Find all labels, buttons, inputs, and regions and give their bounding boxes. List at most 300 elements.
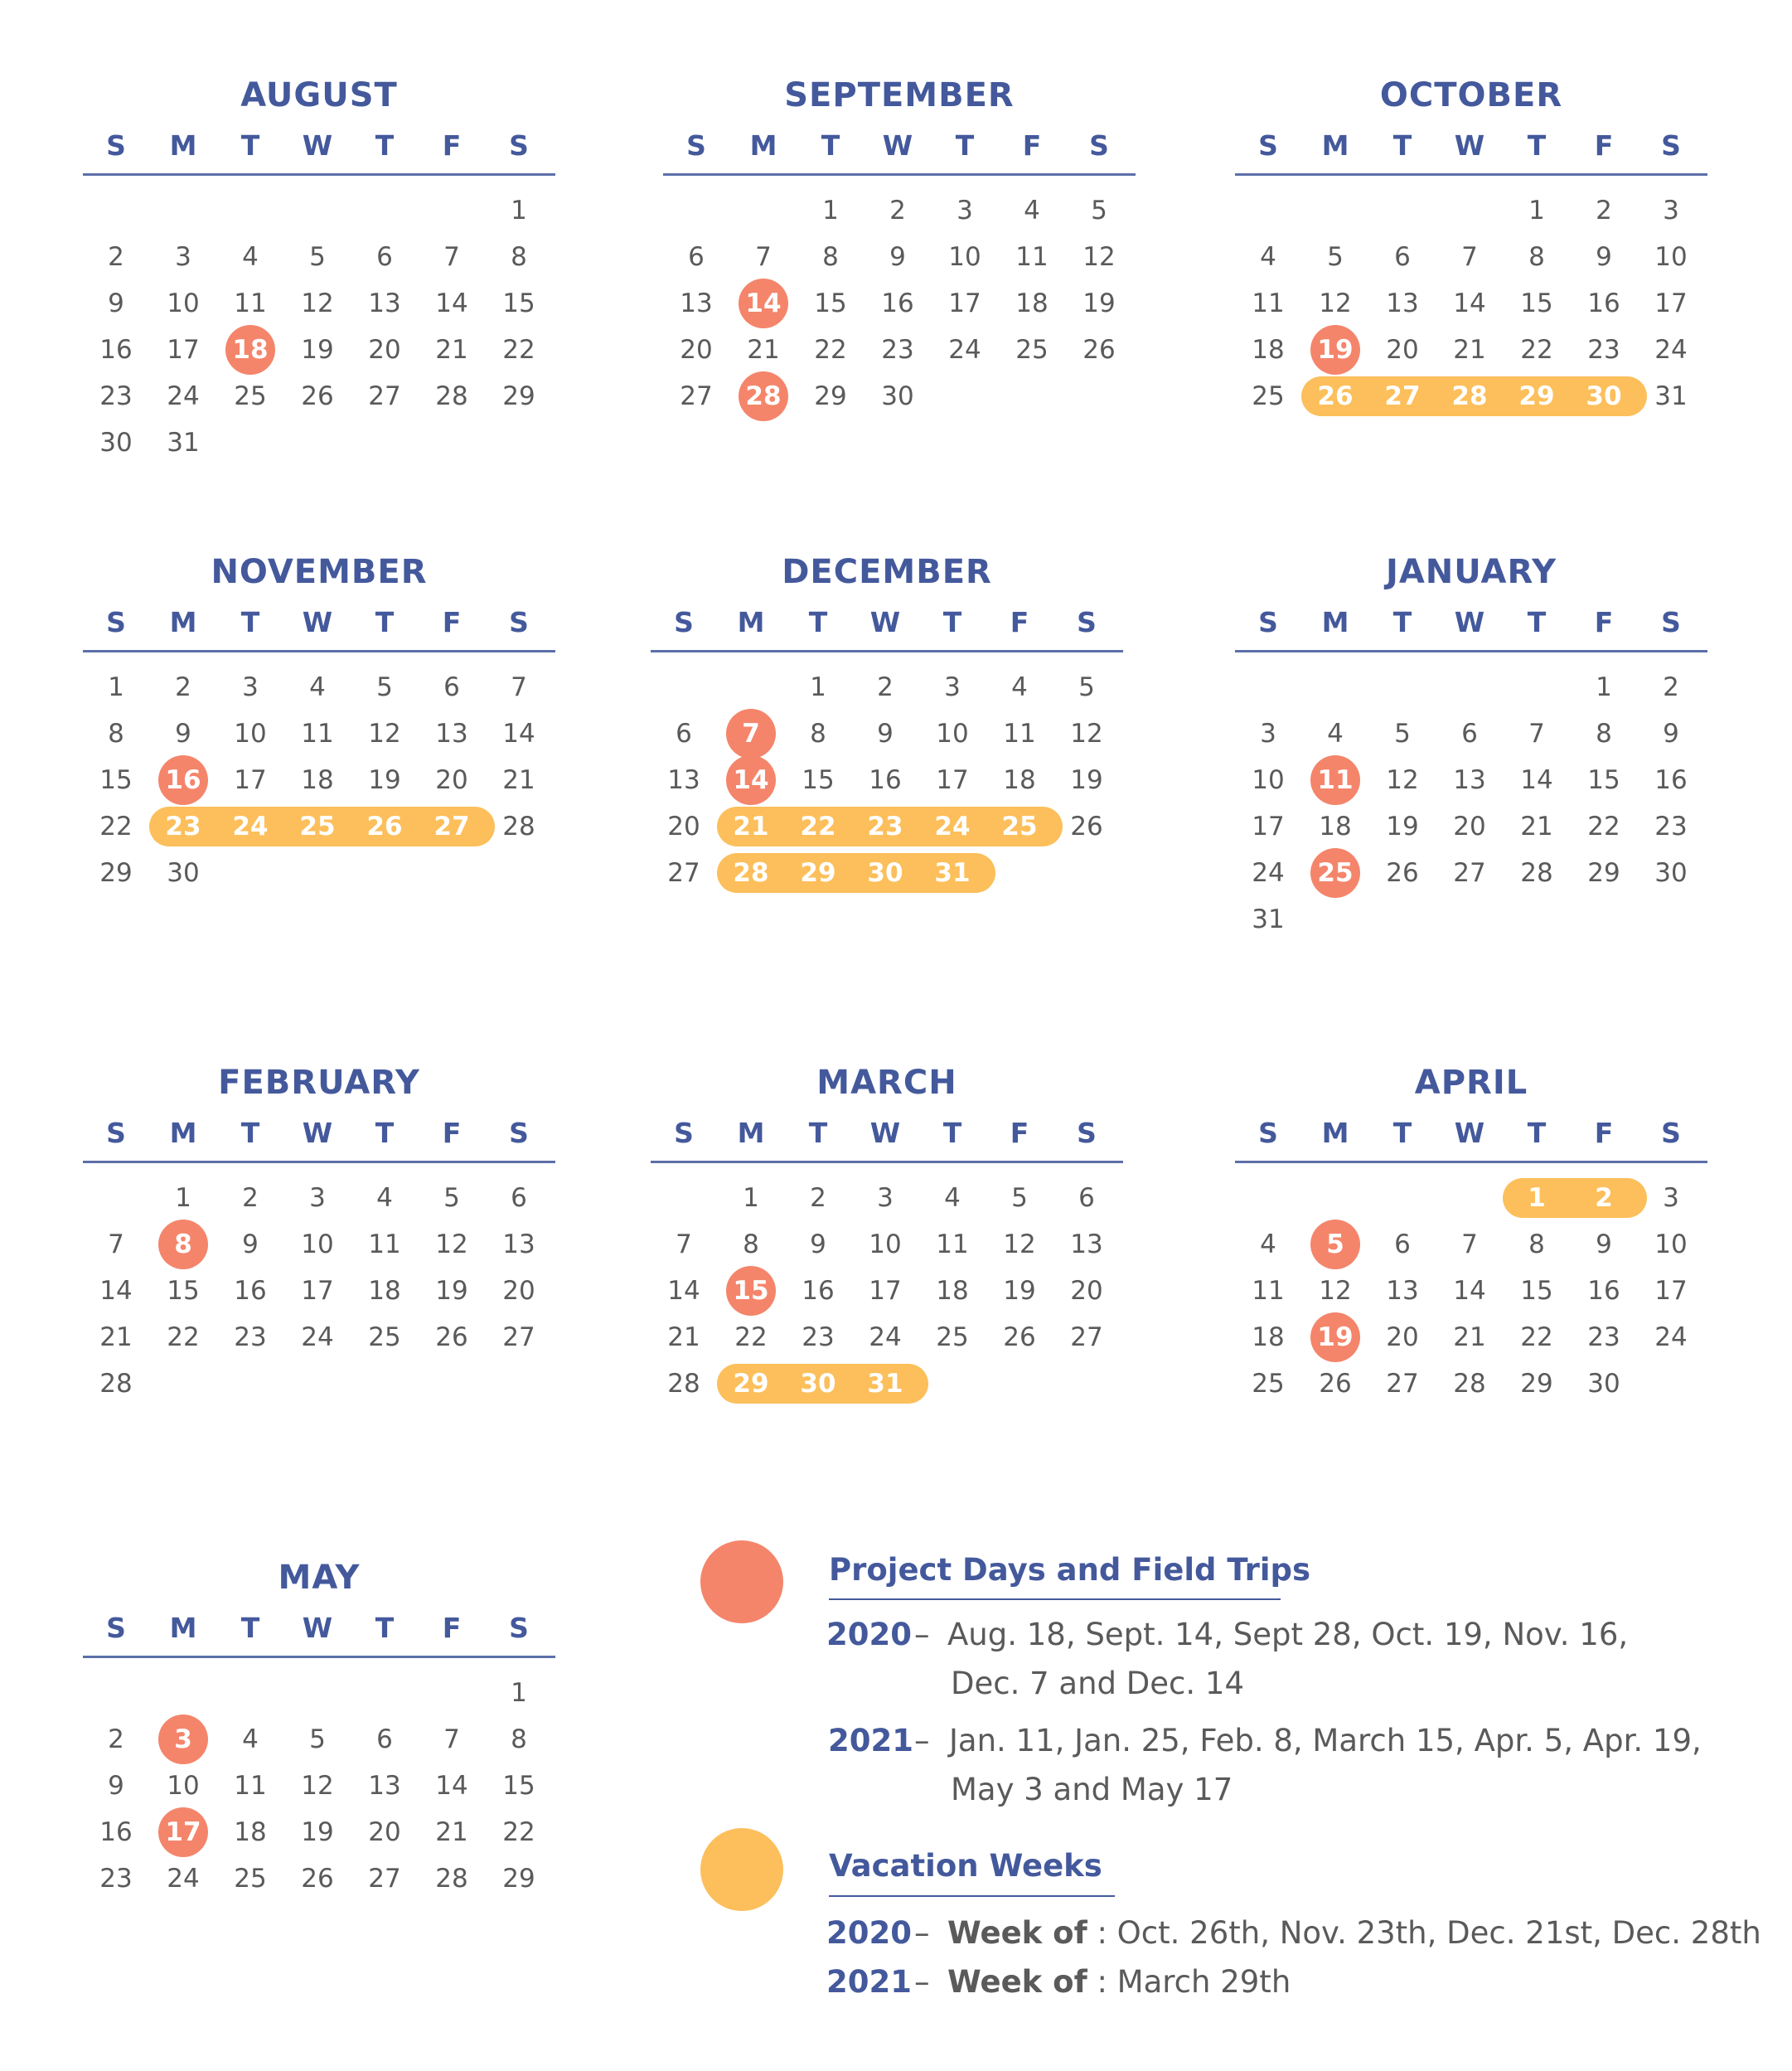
day-cell: 19 bbox=[301, 1817, 334, 1847]
day-cell: 4 bbox=[1024, 196, 1040, 226]
project-dash-2020: – bbox=[914, 1617, 930, 1652]
weekday-header: S bbox=[106, 129, 126, 162]
day-cell: 5 bbox=[1078, 672, 1095, 702]
day-cell: 1 bbox=[511, 1678, 527, 1708]
day-cell: 29 bbox=[1520, 1369, 1553, 1399]
day-cell: 30 bbox=[867, 858, 903, 888]
day-cell: 23 bbox=[802, 1322, 835, 1352]
day-cell: 19 bbox=[1386, 812, 1419, 841]
day-cell: 7 bbox=[1461, 242, 1478, 272]
weekday-header: T bbox=[1527, 129, 1547, 162]
day-cell: 27 bbox=[1070, 1322, 1103, 1352]
day-cell: 3 bbox=[1663, 196, 1679, 226]
day-cell: 25 bbox=[1252, 1369, 1285, 1399]
day-cell: 1 bbox=[822, 196, 839, 226]
weekday-header: T bbox=[1527, 1117, 1547, 1149]
month-calendar-december bbox=[651, 553, 1123, 984]
day-cell: 7 bbox=[742, 719, 760, 749]
week-of-label: Week of bbox=[947, 1964, 1087, 2000]
weekday-header: S bbox=[106, 1612, 126, 1644]
day-cell: 11 bbox=[301, 719, 334, 749]
vacation-weeks-underline bbox=[829, 1895, 1115, 1897]
weekday-header: S bbox=[1661, 1117, 1681, 1149]
vacation-dates-2020 bbox=[947, 1915, 1761, 1951]
day-cell: 5 bbox=[1394, 719, 1411, 749]
day-cell: 18 bbox=[1252, 335, 1285, 365]
day-cell: 25 bbox=[1317, 858, 1354, 888]
day-cell: 11 bbox=[1252, 1276, 1285, 1306]
day-cell: 15 bbox=[802, 765, 835, 795]
day-cell: 30 bbox=[1586, 381, 1622, 411]
vacation-legend-dot bbox=[700, 1828, 783, 1911]
weekday-header: M bbox=[169, 606, 197, 638]
day-cell: 12 bbox=[1386, 765, 1419, 795]
header-divider bbox=[1235, 650, 1707, 652]
day-cell: 11 bbox=[1003, 719, 1036, 749]
weekday-header: S bbox=[674, 606, 694, 638]
header-divider bbox=[651, 1161, 1123, 1163]
month-title: APRIL bbox=[1414, 1064, 1528, 1102]
day-cell: 24 bbox=[934, 812, 971, 841]
day-cell: 1 bbox=[743, 1183, 759, 1213]
day-cell: 5 bbox=[1327, 242, 1344, 272]
header-divider bbox=[663, 173, 1136, 176]
day-cell: 5 bbox=[376, 672, 393, 702]
month-calendar-january bbox=[1235, 553, 1707, 984]
weekday-header: T bbox=[808, 606, 828, 638]
day-cell: 29 bbox=[502, 1864, 535, 1894]
day-cell: 24 bbox=[301, 1322, 334, 1352]
day-cell: 5 bbox=[443, 1183, 460, 1213]
day-cell: 20 bbox=[680, 335, 713, 365]
day-cell: 20 bbox=[368, 1817, 401, 1847]
day-cell: 3 bbox=[175, 242, 191, 272]
day-cell: 17 bbox=[1654, 1276, 1688, 1306]
weekday-header: S bbox=[1077, 606, 1097, 638]
weekday-header: W bbox=[882, 129, 913, 162]
vacation-weeks-heading: Vacation Weeks bbox=[829, 1848, 1102, 1884]
day-cell: 6 bbox=[1461, 719, 1478, 749]
day-cell: 7 bbox=[511, 672, 527, 702]
weekday-header: T bbox=[955, 129, 975, 162]
day-cell: 12 bbox=[1319, 1276, 1352, 1306]
day-cell: 4 bbox=[242, 242, 259, 272]
day-cell: 20 bbox=[667, 812, 700, 841]
day-cell: 16 bbox=[1587, 1276, 1620, 1306]
day-cell: 3 bbox=[877, 1183, 894, 1213]
day-cell: 8 bbox=[1596, 719, 1612, 749]
weekday-header: W bbox=[1454, 1117, 1485, 1149]
weekday-header: M bbox=[169, 1117, 197, 1149]
day-cell: 26 bbox=[1082, 335, 1116, 365]
month-calendar-september bbox=[663, 76, 1136, 507]
day-cell: 2 bbox=[242, 1183, 259, 1213]
day-cell: 2 bbox=[810, 1183, 826, 1213]
project-year-2020: 2020 bbox=[826, 1617, 912, 1652]
day-cell: 2 bbox=[1595, 1183, 1613, 1213]
day-cell: 15 bbox=[1520, 289, 1553, 318]
day-cell: 26 bbox=[366, 812, 403, 841]
day-cell: 4 bbox=[944, 1183, 961, 1213]
weekday-header: S bbox=[106, 606, 126, 638]
day-cell: 12 bbox=[435, 1230, 468, 1259]
day-cell: 10 bbox=[1252, 765, 1285, 795]
day-cell: 18 bbox=[1015, 289, 1049, 318]
day-cell: 6 bbox=[688, 242, 705, 272]
day-cell: 6 bbox=[1394, 242, 1411, 272]
weekday-header: S bbox=[1258, 1117, 1278, 1149]
day-cell: 21 bbox=[747, 335, 780, 365]
day-cell: 20 bbox=[435, 765, 468, 795]
day-cell: 16 bbox=[99, 335, 133, 365]
day-cell: 12 bbox=[301, 289, 334, 318]
day-cell: 2 bbox=[108, 242, 124, 272]
day-cell: 7 bbox=[1528, 719, 1545, 749]
day-cell: 11 bbox=[234, 289, 267, 318]
day-cell: 27 bbox=[368, 1864, 401, 1894]
day-cell: 4 bbox=[309, 672, 326, 702]
day-cell: 10 bbox=[167, 289, 200, 318]
day-cell: 14 bbox=[1520, 765, 1553, 795]
day-cell: 7 bbox=[755, 242, 772, 272]
day-cell: 18 bbox=[368, 1276, 401, 1306]
day-cell: 27 bbox=[1384, 381, 1421, 411]
day-cell: 19 bbox=[368, 765, 401, 795]
day-cell: 16 bbox=[881, 289, 914, 318]
day-cell: 16 bbox=[1587, 289, 1620, 318]
month-title: AUGUST bbox=[240, 76, 398, 114]
day-cell: 8 bbox=[810, 719, 826, 749]
day-cell: 13 bbox=[667, 765, 700, 795]
day-cell: 17 bbox=[167, 335, 200, 365]
day-cell: 25 bbox=[936, 1322, 969, 1352]
day-cell: 9 bbox=[242, 1230, 259, 1259]
day-cell: 23 bbox=[1587, 1322, 1620, 1352]
day-cell: 17 bbox=[234, 765, 267, 795]
day-cell: 6 bbox=[1394, 1230, 1411, 1259]
weekday-header: F bbox=[1594, 129, 1614, 162]
day-cell: 20 bbox=[368, 335, 401, 365]
day-cell: 23 bbox=[99, 381, 133, 411]
day-cell: 14 bbox=[502, 719, 535, 749]
weekday-header: S bbox=[509, 129, 529, 162]
day-cell: 1 bbox=[1528, 1183, 1546, 1213]
day-cell: 21 bbox=[1453, 1322, 1486, 1352]
vacation-dash-2020: – bbox=[914, 1915, 930, 1951]
day-cell: 21 bbox=[435, 335, 468, 365]
day-cell: 18 bbox=[301, 765, 334, 795]
weekday-header: S bbox=[1077, 1117, 1097, 1149]
day-cell: 6 bbox=[376, 242, 393, 272]
day-cell: 8 bbox=[511, 242, 527, 272]
day-cell: 23 bbox=[1587, 335, 1620, 365]
day-cell: 10 bbox=[869, 1230, 902, 1259]
month-calendar-october bbox=[1235, 76, 1707, 507]
day-cell: 26 bbox=[301, 381, 334, 411]
day-cell: 19 bbox=[1070, 765, 1103, 795]
day-cell: 28 bbox=[1451, 381, 1488, 411]
day-cell: 10 bbox=[167, 1771, 200, 1801]
weekday-header: F bbox=[442, 129, 462, 162]
legend bbox=[700, 1540, 1761, 2005]
day-cell: 2 bbox=[889, 196, 906, 226]
day-cell: 24 bbox=[232, 812, 269, 841]
day-cell: 11 bbox=[1317, 765, 1354, 795]
day-cell: 16 bbox=[802, 1276, 835, 1306]
day-cell: 17 bbox=[165, 1817, 201, 1847]
month-title: NOVEMBER bbox=[211, 553, 428, 591]
day-cell: 6 bbox=[443, 672, 460, 702]
day-cell: 15 bbox=[1587, 765, 1620, 795]
day-cell: 12 bbox=[368, 719, 401, 749]
day-cell: 20 bbox=[1070, 1276, 1103, 1306]
day-cell: 31 bbox=[1654, 381, 1688, 411]
weekday-header: F bbox=[442, 1117, 462, 1149]
weekday-header: F bbox=[442, 1612, 462, 1644]
day-cell: 11 bbox=[936, 1230, 969, 1259]
day-cell: 30 bbox=[1587, 1369, 1620, 1399]
day-cell: 18 bbox=[232, 335, 269, 365]
day-cell: 30 bbox=[1654, 858, 1688, 888]
vacation-text-2020: : Oct. 26th, Nov. 23th, Dec. 21st, Dec. 28th bbox=[1087, 1915, 1761, 1951]
day-cell: 9 bbox=[877, 719, 894, 749]
day-cell: 21 bbox=[99, 1322, 133, 1352]
day-cell: 19 bbox=[1003, 1276, 1036, 1306]
project-dates-2021-line1: Jan. 11, Jan. 25, Feb. 8, March 15, Apr. 5, Apr. 19, bbox=[949, 1723, 1702, 1758]
day-cell: 26 bbox=[301, 1864, 334, 1894]
day-cell: 8 bbox=[174, 1230, 192, 1259]
day-cell: 26 bbox=[1317, 381, 1354, 411]
day-cell: 14 bbox=[435, 1771, 468, 1801]
day-cell: 11 bbox=[1252, 289, 1285, 318]
day-cell: 22 bbox=[1587, 812, 1620, 841]
day-cell: 1 bbox=[810, 672, 826, 702]
day-cell: 9 bbox=[810, 1230, 826, 1259]
weekday-header: S bbox=[509, 606, 529, 638]
day-cell: 22 bbox=[1520, 335, 1553, 365]
day-cell: 7 bbox=[108, 1230, 124, 1259]
day-cell: 26 bbox=[435, 1322, 468, 1352]
month-calendar-may bbox=[83, 1559, 555, 1990]
day-cell: 26 bbox=[1319, 1369, 1352, 1399]
weekday-header: F bbox=[1594, 606, 1614, 638]
day-cell: 23 bbox=[234, 1322, 267, 1352]
day-cell: 19 bbox=[1082, 289, 1116, 318]
day-cell: 31 bbox=[1252, 905, 1285, 934]
month-title: FEBRUARY bbox=[218, 1064, 420, 1102]
weekday-header: S bbox=[1258, 606, 1278, 638]
weekday-header: T bbox=[1392, 606, 1412, 638]
day-cell: 25 bbox=[234, 381, 267, 411]
weekday-header: W bbox=[869, 606, 901, 638]
day-cell: 14 bbox=[1453, 289, 1486, 318]
day-cell: 17 bbox=[936, 765, 969, 795]
day-cell: 25 bbox=[368, 1322, 401, 1352]
day-cell: 25 bbox=[299, 812, 336, 841]
day-cell: 29 bbox=[1518, 381, 1555, 411]
project-days-underline bbox=[829, 1598, 1281, 1600]
day-cell: 28 bbox=[667, 1369, 700, 1399]
week-of-label: Week of bbox=[947, 1915, 1087, 1951]
project-dates-2021-line2: May 3 and May 17 bbox=[951, 1772, 1233, 1807]
day-cell: 8 bbox=[1528, 1230, 1545, 1259]
day-cell: 28 bbox=[1453, 1369, 1486, 1399]
day-cell: 30 bbox=[167, 858, 200, 888]
day-cell: 14 bbox=[1453, 1276, 1486, 1306]
day-cell: 19 bbox=[1317, 335, 1354, 365]
weekday-header: M bbox=[737, 606, 765, 638]
day-cell: 22 bbox=[502, 1817, 535, 1847]
day-cell: 21 bbox=[1520, 812, 1553, 841]
month-title: JANUARY bbox=[1385, 553, 1557, 591]
weekday-header: T bbox=[821, 129, 840, 162]
day-cell: 5 bbox=[309, 242, 326, 272]
day-cell: 22 bbox=[502, 335, 535, 365]
day-cell: 12 bbox=[301, 1771, 334, 1801]
header-divider bbox=[83, 1161, 555, 1163]
day-cell: 21 bbox=[435, 1817, 468, 1847]
day-cell: 2 bbox=[1596, 196, 1612, 226]
vacation-dash-2021: – bbox=[914, 1964, 930, 2000]
day-cell: 6 bbox=[1078, 1183, 1095, 1213]
day-cell: 12 bbox=[1003, 1230, 1036, 1259]
day-cell: 9 bbox=[1663, 719, 1679, 749]
day-cell: 27 bbox=[680, 381, 713, 411]
day-cell: 9 bbox=[889, 242, 906, 272]
day-cell: 23 bbox=[867, 812, 903, 841]
day-cell: 13 bbox=[502, 1230, 535, 1259]
day-cell: 14 bbox=[733, 765, 769, 795]
day-cell: 24 bbox=[869, 1322, 902, 1352]
day-cell: 29 bbox=[99, 858, 133, 888]
weekday-header: T bbox=[942, 1117, 962, 1149]
day-cell: 28 bbox=[745, 381, 782, 411]
day-cell: 19 bbox=[301, 335, 334, 365]
day-cell: 19 bbox=[435, 1276, 468, 1306]
day-cell: 20 bbox=[1386, 335, 1419, 365]
day-cell: 22 bbox=[814, 335, 847, 365]
weekday-header: T bbox=[808, 1117, 828, 1149]
day-cell: 1 bbox=[108, 672, 124, 702]
day-cell: 12 bbox=[1070, 719, 1103, 749]
weekday-header: M bbox=[749, 129, 777, 162]
day-cell: 16 bbox=[869, 765, 902, 795]
day-cell: 18 bbox=[234, 1817, 267, 1847]
day-cell: 10 bbox=[936, 719, 969, 749]
day-cell: 13 bbox=[1453, 765, 1486, 795]
day-cell: 8 bbox=[1528, 242, 1545, 272]
weekday-header: T bbox=[375, 1612, 395, 1644]
vacation-year-2021: 2021 bbox=[826, 1964, 912, 2000]
day-cell: 7 bbox=[443, 242, 460, 272]
day-cell: 15 bbox=[733, 1276, 769, 1306]
day-cell: 17 bbox=[869, 1276, 902, 1306]
vacation-dates-2021 bbox=[947, 1964, 1291, 2000]
vacation-year-2020: 2020 bbox=[826, 1915, 912, 1951]
day-cell: 15 bbox=[502, 1771, 535, 1801]
weekday-header: F bbox=[442, 606, 462, 638]
day-cell: 17 bbox=[1654, 289, 1688, 318]
day-cell: 2 bbox=[108, 1724, 124, 1754]
day-cell: 27 bbox=[667, 858, 700, 888]
day-cell: 26 bbox=[1070, 812, 1103, 841]
day-cell: 3 bbox=[1663, 1183, 1679, 1213]
day-cell: 13 bbox=[368, 1771, 401, 1801]
day-cell: 2 bbox=[175, 672, 191, 702]
vacation-text-2021: : March 29th bbox=[1087, 1964, 1291, 2000]
month-calendar-august bbox=[83, 76, 555, 507]
day-cell: 24 bbox=[1654, 1322, 1688, 1352]
weekday-header: T bbox=[375, 129, 395, 162]
day-cell: 3 bbox=[174, 1724, 192, 1754]
day-cell: 29 bbox=[1587, 858, 1620, 888]
day-cell: 29 bbox=[814, 381, 847, 411]
day-cell: 24 bbox=[1654, 335, 1688, 365]
weekday-header: S bbox=[1661, 606, 1681, 638]
day-cell: 13 bbox=[1070, 1230, 1103, 1259]
weekday-header: W bbox=[1454, 129, 1485, 162]
day-cell: 18 bbox=[1319, 812, 1352, 841]
day-cell: 4 bbox=[1260, 242, 1276, 272]
day-cell: 8 bbox=[108, 719, 124, 749]
day-cell: 9 bbox=[175, 719, 191, 749]
weekday-header: W bbox=[302, 1612, 333, 1644]
weekday-header: F bbox=[1010, 1117, 1029, 1149]
day-cell: 28 bbox=[1520, 858, 1553, 888]
month-calendar-november bbox=[83, 553, 555, 984]
day-cell: 20 bbox=[502, 1276, 535, 1306]
day-cell: 22 bbox=[800, 812, 836, 841]
weekday-header: W bbox=[302, 129, 333, 162]
day-cell: 3 bbox=[1260, 719, 1276, 749]
weekday-header: S bbox=[1258, 129, 1278, 162]
day-cell: 23 bbox=[1654, 812, 1688, 841]
day-cell: 25 bbox=[1015, 335, 1049, 365]
day-cell: 15 bbox=[1520, 1276, 1553, 1306]
month-title: MAY bbox=[278, 1559, 361, 1597]
day-cell: 16 bbox=[165, 765, 201, 795]
day-cell: 10 bbox=[301, 1230, 334, 1259]
day-cell: 23 bbox=[881, 335, 914, 365]
day-cell: 16 bbox=[99, 1817, 133, 1847]
weekday-header: F bbox=[1594, 1117, 1614, 1149]
day-cell: 16 bbox=[234, 1276, 267, 1306]
weekday-header: S bbox=[509, 1117, 529, 1149]
month-calendar-march bbox=[651, 1064, 1123, 1495]
weekday-header: M bbox=[1321, 129, 1349, 162]
day-cell: 5 bbox=[1326, 1230, 1344, 1259]
day-cell: 3 bbox=[957, 196, 973, 226]
header-divider bbox=[1235, 1161, 1707, 1163]
day-cell: 4 bbox=[242, 1724, 259, 1754]
day-cell: 27 bbox=[368, 381, 401, 411]
day-cell: 24 bbox=[1252, 858, 1285, 888]
day-cell: 2 bbox=[877, 672, 894, 702]
day-cell: 23 bbox=[99, 1864, 133, 1894]
weekday-header: T bbox=[240, 1117, 260, 1149]
day-cell: 3 bbox=[242, 672, 259, 702]
day-cell: 11 bbox=[1015, 242, 1049, 272]
day-cell: 5 bbox=[309, 1724, 326, 1754]
day-cell: 26 bbox=[1003, 1322, 1036, 1352]
weekday-header: T bbox=[240, 129, 260, 162]
day-cell: 15 bbox=[502, 289, 535, 318]
day-cell: 22 bbox=[167, 1322, 200, 1352]
day-cell: 14 bbox=[99, 1276, 133, 1306]
weekday-header: M bbox=[737, 1117, 765, 1149]
day-cell: 4 bbox=[1260, 1230, 1276, 1259]
day-cell: 18 bbox=[1003, 765, 1036, 795]
